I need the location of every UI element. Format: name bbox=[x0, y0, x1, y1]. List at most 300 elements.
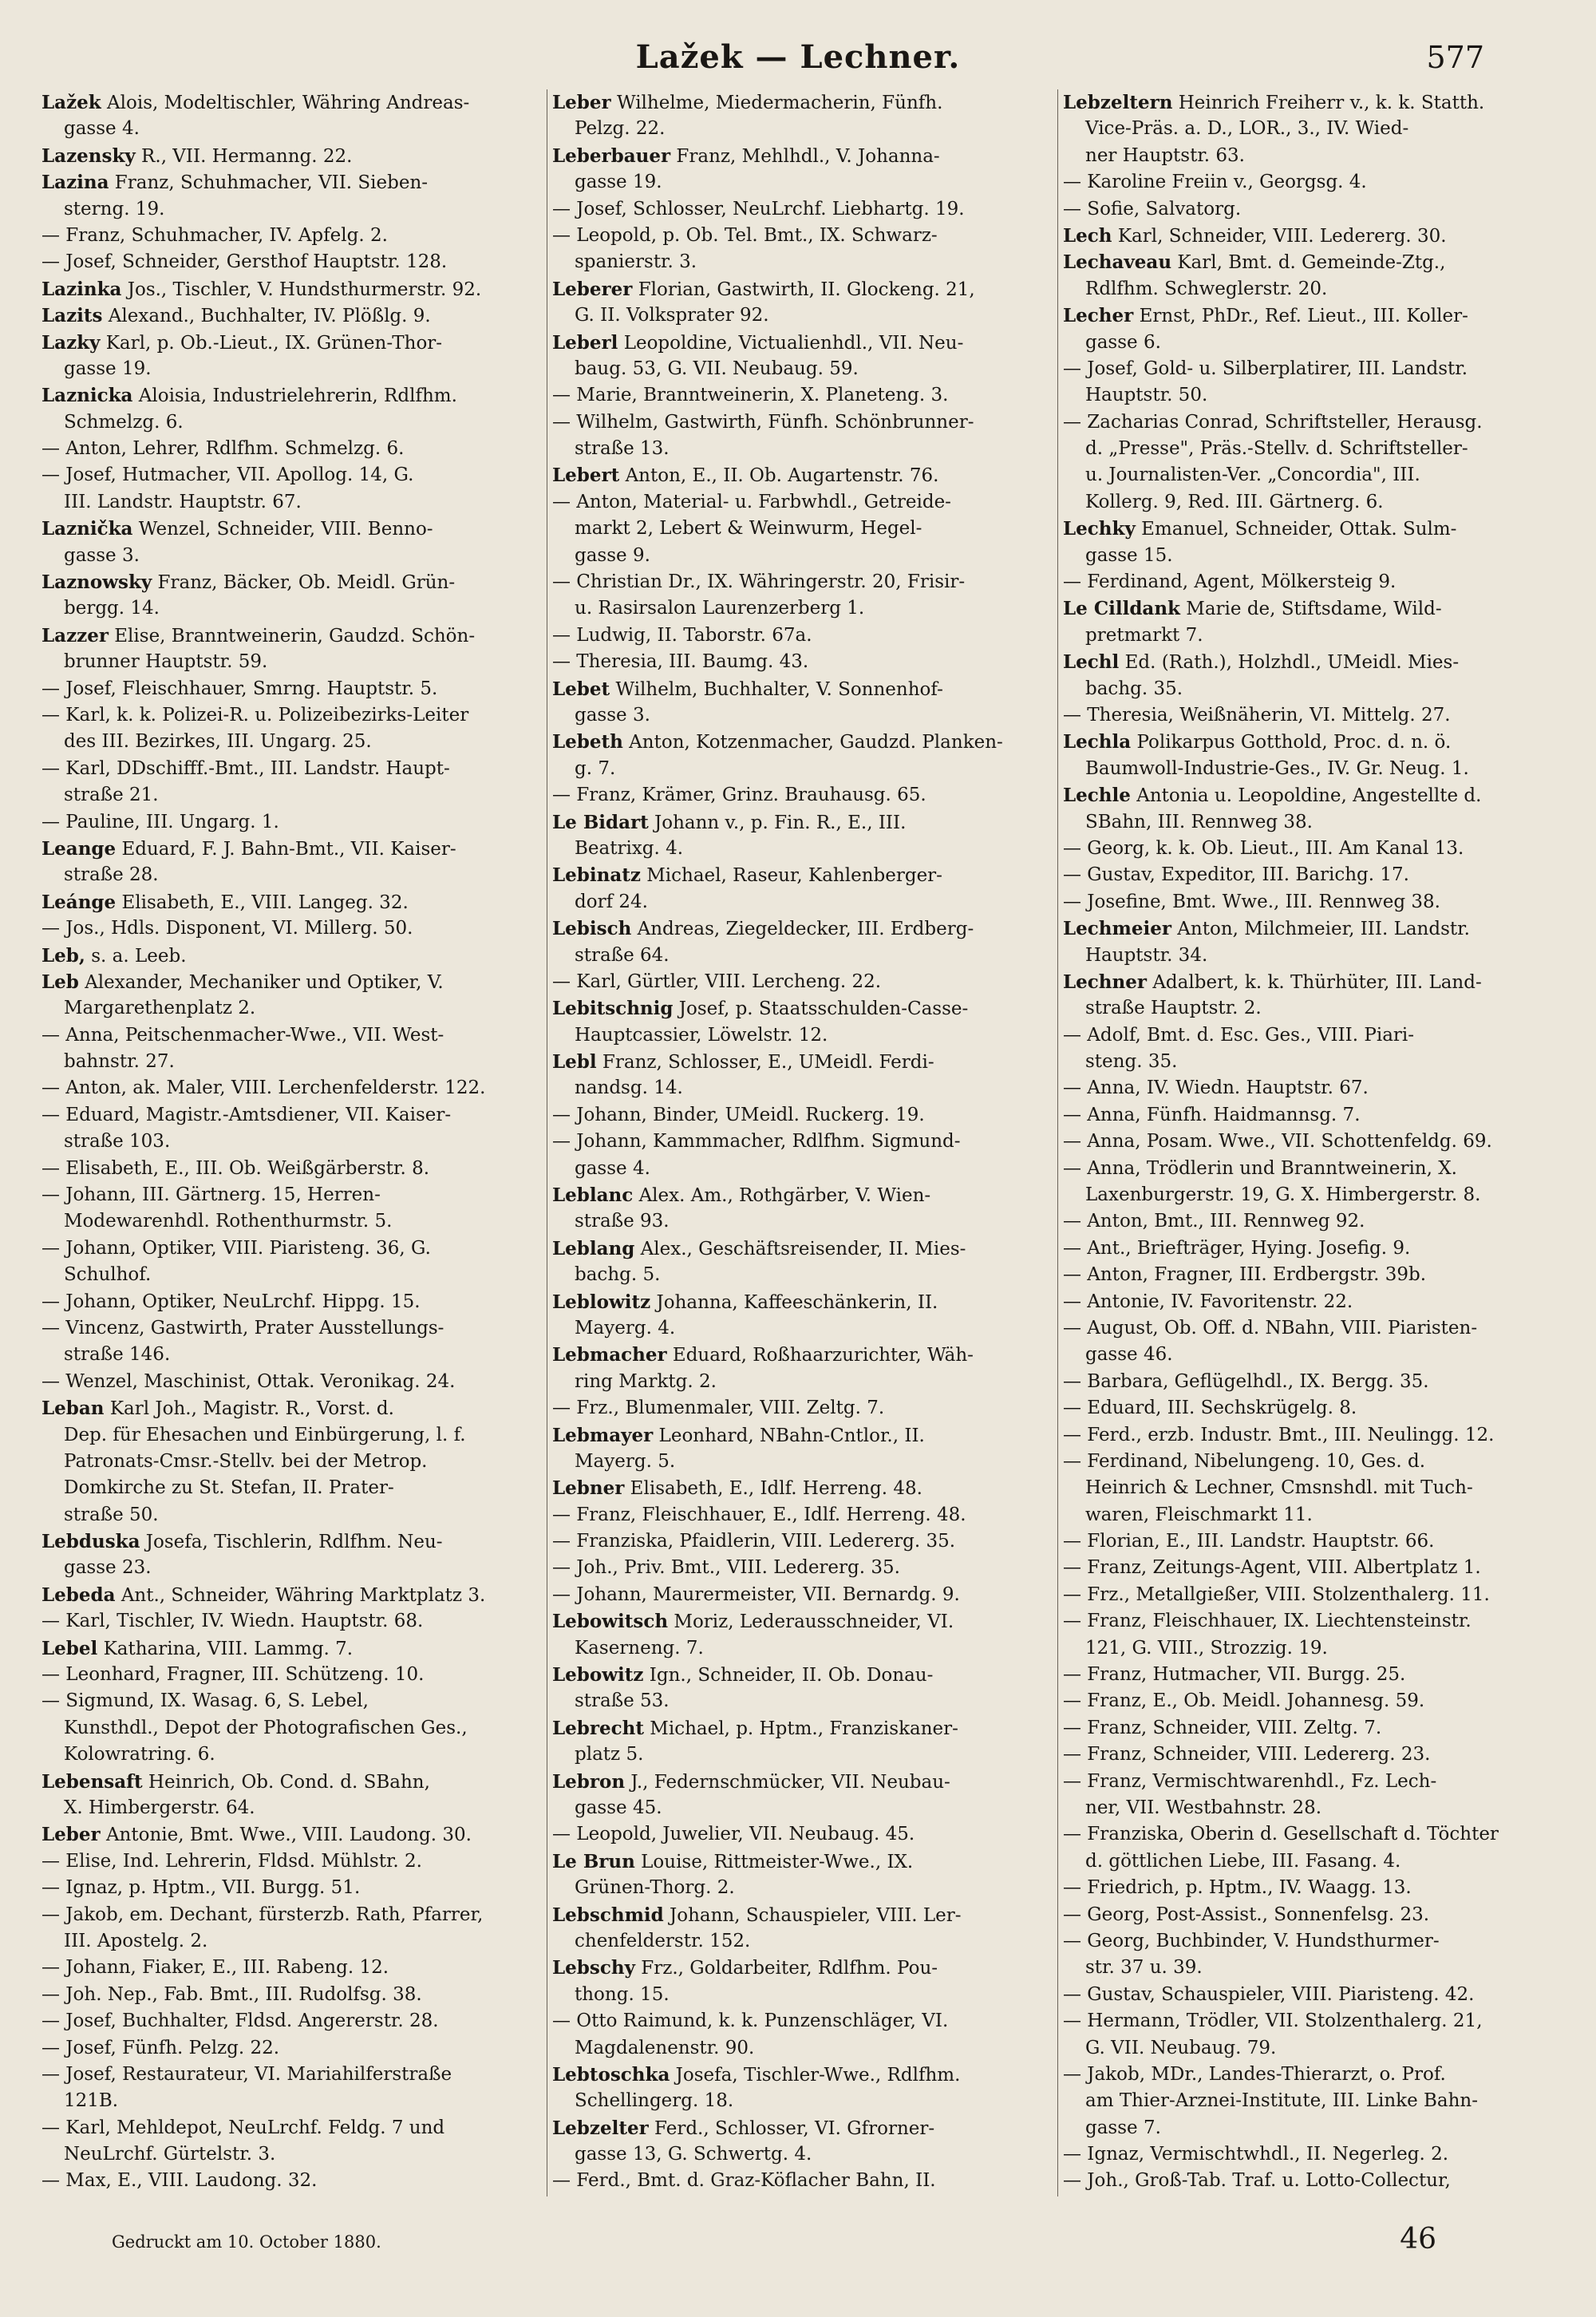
entry-text: — Christian Dr., IX. Währingerstr. 20, Frisir- bbox=[552, 571, 966, 593]
entry-text: pretmarkt 7. bbox=[1085, 624, 1203, 646]
entry-line bbox=[41, 1182, 541, 1208]
entry-text: Emanuel, Schneider, Ottak. Sulm- bbox=[1135, 519, 1457, 540]
entry-line bbox=[552, 915, 1052, 942]
entry-text: Jos., Tischler, V. Hundsthurmerstr. 92. bbox=[121, 279, 482, 300]
entry-line bbox=[1063, 1982, 1562, 2008]
entry-line bbox=[552, 1262, 1052, 1288]
entry-text: — Georg, Post-Assist., Sonnenfelsg. 23. bbox=[1063, 1904, 1430, 1925]
entry-line bbox=[552, 623, 1052, 649]
entry-text: — Franz, Vermischtwarenhdl., Fz. Lech- bbox=[1063, 1770, 1437, 1792]
entry-text: gasse 13, G. Schwertg. 4. bbox=[575, 2144, 812, 2165]
entry-line bbox=[41, 196, 541, 223]
entry-text: Leopoldine, Victualienhdl., VII. Neu- bbox=[618, 332, 964, 354]
entry-line bbox=[41, 1156, 541, 1182]
entry-text: waren, Fleischmarkt 11. bbox=[1085, 1504, 1313, 1525]
entry-line bbox=[41, 1449, 541, 1475]
entry-text: Beatrixg. 4. bbox=[575, 837, 684, 859]
entry-text: — Josef, Restaurateur, VI. Mariahilferstraße bbox=[41, 2063, 452, 2085]
entry-line bbox=[41, 1821, 541, 1848]
entry-line bbox=[1063, 1022, 1562, 1049]
entry-line bbox=[41, 2115, 541, 2141]
entry-line bbox=[552, 276, 1052, 302]
entry-line bbox=[41, 1982, 541, 2008]
entry-line bbox=[552, 356, 1052, 382]
entry-line bbox=[1063, 2195, 1562, 2196]
entry-line bbox=[1063, 1821, 1562, 1848]
entry-line bbox=[41, 889, 541, 915]
entry-text: d. göttlichen Liebe, III. Fasang. 4. bbox=[1085, 1850, 1401, 1872]
entry-text: Hauptcassier, Löwelstr. 12. bbox=[575, 1024, 828, 1046]
entry-line bbox=[41, 116, 541, 142]
entry-line bbox=[41, 489, 541, 516]
entry-text: Ed. (Rath.), Holzhdl., UMeidl. Mies- bbox=[1119, 652, 1460, 674]
entry-text: — Ferd., Bmt. d. Graz-Köflacher Bahn, II. bbox=[552, 2170, 936, 2192]
entry-surname: Lech bbox=[1063, 224, 1112, 247]
entry-text: gasse 19. bbox=[64, 358, 152, 379]
entry-text: — Jakob, MDr., Landes-Thierarzt, o. Prof. bbox=[1063, 2063, 1446, 2085]
entry-line bbox=[1063, 1715, 1562, 1742]
entry-line bbox=[552, 1395, 1052, 1421]
entry-line bbox=[1063, 1315, 1562, 1342]
entry-line bbox=[1063, 2115, 1562, 2141]
entry-line bbox=[552, 116, 1052, 142]
entry-line bbox=[1063, 409, 1562, 436]
entry-surname: Lebet bbox=[552, 678, 610, 700]
entry-text: Wilhelme, Miedermacherin, Fünfh. bbox=[610, 93, 943, 113]
entry-text: — Theresia, III. Baumg. 43. bbox=[552, 651, 809, 673]
entry-line bbox=[552, 1236, 1052, 1262]
entry-text: Heinrich, Ob. Cond. d. SBahn, bbox=[142, 1771, 430, 1793]
entry-line bbox=[1063, 516, 1562, 542]
entry-surname: Laznicka bbox=[41, 385, 133, 407]
entry-line bbox=[552, 143, 1052, 169]
entry-line bbox=[1063, 436, 1562, 462]
entry-line bbox=[552, 1342, 1052, 1368]
entry-line bbox=[41, 89, 541, 116]
entry-text: — Ferdinand, Agent, Mölkersteig 9. bbox=[1063, 571, 1396, 593]
entry-text: — Max, E., VIII. Laudong. 32. bbox=[41, 2170, 318, 2192]
entry-text: Alex., Geschäftsreisender, II. Mies- bbox=[634, 1238, 966, 1259]
entry-text: — Anton, ak. Maler, VIII. Lerchenfelderstr. 122. bbox=[41, 1077, 486, 1099]
entry-text: — Georg, k. k. Ob. Lieut., III. Am Kanal 13. bbox=[1063, 837, 1464, 859]
entry-line bbox=[41, 809, 541, 836]
entry-line bbox=[1063, 889, 1562, 915]
directory-columns bbox=[41, 89, 1567, 2196]
entry-line bbox=[1063, 1449, 1562, 1475]
entry-line bbox=[41, 1635, 541, 1662]
entry-line bbox=[41, 1502, 541, 1528]
entry-line bbox=[41, 1262, 541, 1288]
entry-text: Moriz, Lederausschneider, VI. bbox=[668, 1611, 954, 1633]
entry-text: — Ferd., erzb. Industr. Bmt., III. Neulingg. 12. bbox=[1063, 1424, 1495, 1445]
entry-text: Frz., Goldarbeiter, Rdlfhm. Pou- bbox=[634, 1958, 938, 1979]
entry-text: — Otto Raimund, k. k. Punzenschläger, VI. bbox=[552, 2011, 949, 2032]
entry-text: — Ant., Briefträger, Hying. Josefig. 9. bbox=[1063, 1237, 1411, 1259]
entry-line bbox=[552, 1528, 1052, 1555]
entry-text: Kaserneng. 7. bbox=[575, 1637, 704, 1659]
entry-text: Andreas, Ziegeldecker, III. Erdberg- bbox=[631, 919, 974, 940]
entry-line bbox=[41, 1582, 541, 1608]
entry-text: Hauptstr. 50. bbox=[1085, 385, 1208, 406]
entry-text: R., VII. Hermanng. 22. bbox=[135, 145, 353, 167]
entry-text: — Eduard, Magistr.-Amtsdiener, VII. Kaiser- bbox=[41, 1104, 452, 1125]
entry-line bbox=[1063, 543, 1562, 569]
entry-line bbox=[1063, 995, 1562, 1022]
entry-text: Franz, Bäcker, Ob. Meidl. Grün- bbox=[152, 572, 456, 594]
entry-line bbox=[41, 1662, 541, 1688]
entry-text: — Anna, Posam. Wwe., VII. Schottenfeldg. 69. bbox=[1063, 1131, 1492, 1153]
entry-text: bahnstr. 27. bbox=[64, 1051, 175, 1073]
entry-line bbox=[552, 889, 1052, 915]
entry-text: — Joh., Groß-Tab. Traf. u. Lotto-Collectur, bbox=[1063, 2170, 1451, 2192]
entry-text: — Ignaz, p. Hptm., VII. Burgg. 51. bbox=[41, 1877, 361, 1899]
entry-text: — Josef, Hutmacher, VII. Apollog. 14, G. bbox=[41, 465, 414, 486]
entry-line bbox=[1063, 2062, 1562, 2088]
entry-line bbox=[552, 995, 1052, 1022]
entry-text: gasse 45. bbox=[575, 1797, 662, 1818]
entry-line bbox=[552, 382, 1052, 409]
entry-text: Vice-Präs. a. D., LOR., 3., IV. Wied- bbox=[1085, 118, 1409, 140]
entry-surname: Lazinka bbox=[41, 278, 122, 300]
entry-text: Eduard, F. J. Bahn-Bmt., VII. Kaiser- bbox=[116, 838, 456, 860]
entry-text: Johann, Schauspieler, VIII. Ler- bbox=[663, 1904, 962, 1926]
entry-text: gasse 7. bbox=[1085, 2117, 1161, 2138]
entry-text: straße 93. bbox=[575, 1211, 670, 1232]
entry-surname: Lebitschnig bbox=[552, 998, 674, 1020]
entry-line bbox=[1063, 595, 1562, 622]
entry-line bbox=[552, 649, 1052, 675]
entry-line bbox=[41, 302, 541, 329]
entry-surname: Lechky bbox=[1063, 518, 1136, 540]
entry-text: ner Hauptstr. 63. bbox=[1085, 144, 1245, 166]
entry-text: Ant., Schneider, Währing Marktplatz 3. bbox=[115, 1584, 486, 1606]
entry-line bbox=[41, 276, 541, 302]
entry-line bbox=[1063, 330, 1562, 356]
entry-surname: Lebmayer bbox=[552, 1424, 654, 1446]
entry-text: Josefa, Tischler-Wwe., Rdlfhm. bbox=[670, 2064, 961, 2086]
entry-text: — Georg, Buchbinder, V. Hundsthurmer- bbox=[1063, 1930, 1440, 1951]
entry-line bbox=[552, 2141, 1052, 2168]
entry-text: Dep. für Ehesachen und Einbürgerung, l. f. bbox=[64, 1424, 466, 1445]
entry-text: — Franziska, Oberin d. Gesellschaft d. Töchter bbox=[1063, 1824, 1499, 1845]
entry-line bbox=[41, 543, 541, 569]
entry-line bbox=[552, 1049, 1052, 1075]
entry-line bbox=[41, 1208, 541, 1235]
entry-surname: Leange bbox=[41, 837, 117, 860]
entry-line bbox=[41, 1715, 541, 1742]
entry-text: — Anna, Peitschenmacher-Wwe., VII. West- bbox=[41, 1024, 444, 1046]
entry-surname: Lebowitz bbox=[552, 1664, 644, 1686]
column-divider bbox=[1057, 89, 1058, 2196]
entry-line bbox=[41, 1608, 541, 1635]
entry-line bbox=[552, 1449, 1052, 1475]
entry-text: Ernst, PhDr., Ref. Lieut., III. Koller- bbox=[1133, 306, 1468, 327]
entry-text: — Jakob, em. Dechant, fürsterzb. Rath, Pfarrer, bbox=[41, 1904, 484, 1925]
entry-text: — Anna, IV. Wiedn. Hauptstr. 67. bbox=[1063, 1077, 1369, 1099]
entry-text: — Anna, Trödlerin und Branntweinerin, X. bbox=[1063, 1157, 1457, 1179]
entry-line bbox=[41, 995, 541, 1022]
entry-surname: Lebrecht bbox=[552, 1717, 644, 1739]
entry-line bbox=[1063, 1289, 1562, 1315]
entry-text: Anton, E., II. Ob. Augartenstr. 76. bbox=[619, 465, 939, 487]
entry-line bbox=[552, 223, 1052, 249]
entry-line bbox=[1063, 89, 1562, 116]
entry-text: Wenzel, Schneider, VIII. Benno- bbox=[132, 519, 433, 540]
entry-surname: Leber bbox=[552, 92, 611, 113]
entry-line bbox=[41, 436, 541, 462]
entry-line bbox=[41, 569, 541, 595]
entry-text: gasse 3. bbox=[575, 704, 650, 726]
entry-text: 121, G. VIII., Strozzig. 19. bbox=[1085, 1637, 1328, 1659]
entry-line bbox=[41, 969, 541, 995]
entry-line bbox=[1063, 116, 1562, 142]
entry-line bbox=[41, 169, 541, 196]
entry-line bbox=[1063, 1395, 1562, 1421]
entry-line bbox=[41, 1928, 541, 1955]
entry-text: — Anna, Fünfh. Haidmannsg. 7. bbox=[1063, 1104, 1361, 1125]
entry-line bbox=[1063, 249, 1562, 275]
entry-line bbox=[552, 1662, 1052, 1688]
entry-surname: Lebduska bbox=[41, 1531, 140, 1553]
entry-line bbox=[552, 489, 1052, 516]
entry-line bbox=[41, 595, 541, 622]
entry-line bbox=[1063, 2035, 1562, 2062]
entry-line bbox=[1063, 1955, 1562, 1981]
entry-line bbox=[1063, 1236, 1562, 1262]
entry-text: gasse 9. bbox=[575, 544, 650, 566]
entry-text: markt 2, Lebert & Weinwurm, Hegel- bbox=[575, 518, 922, 540]
entry-line bbox=[552, 1688, 1052, 1714]
entry-text: Wilhelm, Buchhalter, V. Sonnenhof- bbox=[610, 678, 943, 700]
entry-surname: Lazzer bbox=[41, 624, 109, 646]
entry-text: Heinrich & Lechner, Cmsnshdl. mit Tuch- bbox=[1085, 1477, 1473, 1499]
entry-surname: Leblowitz bbox=[552, 1291, 651, 1313]
entry-text: Louise, Rittmeister-Wwe., IX. bbox=[634, 1851, 914, 1872]
entry-line bbox=[552, 809, 1052, 836]
entry-text: — Karl, DDschifff.-Bmt., III. Landstr. Haupt- bbox=[41, 757, 450, 779]
entry-line bbox=[552, 1582, 1052, 1608]
entry-text: gasse 4. bbox=[64, 118, 140, 140]
entry-text: Grünen-Thorg. 2. bbox=[575, 1877, 735, 1899]
entry-text: Margarethenplatz 2. bbox=[64, 998, 256, 1019]
entry-line bbox=[1063, 1688, 1562, 1714]
entry-line bbox=[1063, 2168, 1562, 2194]
entry-surname: Lazky bbox=[41, 331, 101, 354]
entry-line bbox=[552, 2115, 1052, 2141]
entry-text: — Ferdinand, Nibelungeng. 10, Ges. d. bbox=[1063, 1450, 1426, 1472]
entry-text: straße 146. bbox=[64, 1344, 171, 1366]
entry-text: — Josef, Fünfh. Pelzg. 22. bbox=[41, 2037, 280, 2058]
entry-text: Marie de, Stiftsdame, Wild- bbox=[1179, 599, 1442, 620]
entry-surname: Lebeth bbox=[552, 731, 623, 753]
entry-surname: Lechl bbox=[1063, 651, 1120, 674]
entry-text: Franz, Schuhmacher, VII. Sieben- bbox=[109, 172, 429, 194]
entry-surname: Lechle bbox=[1063, 785, 1131, 807]
entry-text: Elise, Branntweinerin, Gaudzd. Schön- bbox=[108, 625, 476, 646]
entry-surname: Le Bidart bbox=[552, 811, 649, 833]
entry-text: — Karl, Tischler, IV. Wiedn. Hauptstr. 68. bbox=[41, 1611, 424, 1632]
entry-text: Anton, Milchmeier, III. Landstr. bbox=[1171, 919, 1470, 940]
entry-text: — Antonie, IV. Favoritenstr. 22. bbox=[1063, 1291, 1353, 1312]
entry-line bbox=[1063, 1208, 1562, 1235]
entry-line bbox=[1063, 1502, 1562, 1528]
entry-text: gasse 46. bbox=[1085, 1344, 1173, 1366]
entry-text: — Zacharias Conrad, Schriftsteller, Herausg. bbox=[1063, 411, 1483, 433]
entry-text: Franz, Schlosser, E., UMeidl. Ferdi- bbox=[596, 1052, 934, 1073]
entry-text: Karl, Schneider, VIII. Ledererg. 30. bbox=[1112, 225, 1447, 247]
entry-line bbox=[552, 1715, 1052, 1742]
entry-text: Karl Joh., Magistr. R., Vorst. d. bbox=[104, 1398, 394, 1420]
entry-text: — Marie, Branntweinerin, X. Planeteng. 3. bbox=[552, 385, 949, 406]
entry-text: — Johann, Maurermeister, VII. Bernardg. 9. bbox=[552, 1584, 960, 1605]
entry-line bbox=[552, 1955, 1052, 1981]
entry-text: Alois, Modeltischler, Währing Andreas- bbox=[101, 93, 470, 113]
entry-line bbox=[41, 836, 541, 862]
entry-text: 121B. bbox=[64, 2090, 119, 2112]
entry-surname: Lebzelter bbox=[552, 2117, 649, 2139]
entry-text: straße 103. bbox=[64, 1131, 171, 1153]
entry-line bbox=[1063, 1635, 1562, 1662]
entry-line bbox=[41, 409, 541, 436]
entry-text: — Johann, Kammmacher, Rdlfhm. Sigmund- bbox=[552, 1131, 961, 1153]
entry-surname: Lebron bbox=[552, 1770, 626, 1793]
entry-text: — Wenzel, Maschinist, Ottak. Veronikag. 24. bbox=[41, 1370, 456, 1392]
entry-surname: Lebschy bbox=[552, 1957, 635, 1979]
entry-text: Karl, Bmt. d. Gemeinde-Ztg., bbox=[1171, 252, 1446, 274]
entry-surname: Lebisch bbox=[552, 918, 632, 940]
entry-line bbox=[552, 1742, 1052, 1768]
entry-line bbox=[1063, 1182, 1562, 1208]
entry-text: — Anton, Fragner, III. Erdbergstr. 39b. bbox=[1063, 1264, 1427, 1286]
entry-line bbox=[552, 2195, 1052, 2196]
entry-line bbox=[1063, 1848, 1562, 1875]
entry-line bbox=[41, 676, 541, 702]
entry-surname: Lebeda bbox=[41, 1584, 116, 1606]
entry-line bbox=[552, 1022, 1052, 1049]
entry-text: — Josef, Fleischhauer, Smrng. Hauptstr. 5. bbox=[41, 678, 438, 699]
entry-text: thong. 15. bbox=[575, 1983, 670, 2005]
entry-surname: Leánge bbox=[41, 891, 117, 913]
entry-text: Antonie, Bmt. Wwe., VIII. Laudong. 30. bbox=[100, 1825, 472, 1846]
entry-surname: Leb bbox=[41, 971, 79, 993]
entry-line bbox=[41, 1528, 541, 1555]
entry-line bbox=[552, 409, 1052, 436]
entry-line bbox=[41, 649, 541, 675]
entry-text: — Hermann, Trödler, VII. Stolzenthalerg. 21, bbox=[1063, 2011, 1483, 2032]
entry-line bbox=[552, 302, 1052, 329]
entry-line bbox=[1063, 1795, 1562, 1821]
entry-text: III. Apostelg. 2. bbox=[64, 1930, 208, 1951]
entry-line bbox=[41, 1848, 541, 1875]
entry-text: Patronats-Cmsr.-Stellv. bei der Metrop. bbox=[64, 1450, 428, 1472]
entry-surname: Lechmeier bbox=[1063, 918, 1171, 940]
entry-line bbox=[41, 1795, 541, 1821]
entry-text: — Friedrich, p. Hptm., IV. Waagg. 13. bbox=[1063, 1877, 1412, 1899]
entry-line bbox=[41, 1422, 541, 1449]
entry-surname: Lebel bbox=[41, 1637, 98, 1659]
entry-line bbox=[41, 1688, 541, 1714]
entry-line bbox=[41, 2088, 541, 2114]
entry-text: straße 13. bbox=[575, 438, 670, 460]
entry-line bbox=[1063, 809, 1562, 836]
entry-line bbox=[552, 569, 1052, 595]
entry-text: straße 53. bbox=[575, 1690, 670, 1712]
entry-surname: Le Brun bbox=[552, 1850, 635, 1872]
entry-line bbox=[41, 356, 541, 382]
entry-text: — Gustav, Expeditor, III. Barichg. 17. bbox=[1063, 864, 1409, 886]
entry-line bbox=[41, 2141, 541, 2168]
entry-text: — Vincenz, Gastwirth, Prater Ausstellungs- bbox=[41, 1317, 444, 1338]
entry-text: gasse 4. bbox=[575, 1157, 650, 1179]
entry-text: Kolowratring. 6. bbox=[64, 1744, 215, 1765]
entry-text: Elisabeth, E., VIII. Langeg. 32. bbox=[116, 892, 409, 913]
entry-text: Magdalenenstr. 90. bbox=[575, 2037, 755, 2058]
entry-line bbox=[552, 1129, 1052, 1155]
entry-line bbox=[1063, 1049, 1562, 1075]
entry-line bbox=[1063, 702, 1562, 729]
entry-text: X. Himbergerstr. 64. bbox=[64, 1797, 255, 1818]
entry-text: Katharina, VIII. Lammg. 7. bbox=[97, 1638, 354, 1659]
entry-line bbox=[552, 1156, 1052, 1182]
entry-text: — Joh. Nep., Fab. Bmt., III. Rudolfsg. 38. bbox=[41, 1983, 422, 2005]
entry-line bbox=[552, 2035, 1052, 2062]
entry-line bbox=[1063, 1902, 1562, 1928]
entry-text: d. „Presse", Präs.-Stellv. d. Schriftsteller- bbox=[1085, 438, 1468, 460]
entry-line bbox=[41, 2035, 541, 2062]
entry-line bbox=[552, 169, 1052, 196]
entry-line bbox=[1063, 1928, 1562, 1955]
entry-line bbox=[552, 436, 1052, 462]
entry-text: — Sofie, Salvatorg. bbox=[1063, 198, 1242, 219]
entry-text: bachg. 35. bbox=[1085, 678, 1183, 699]
entry-text: Kunsthdl., Depot der Photografischen Ges., bbox=[64, 1717, 468, 1738]
entry-line bbox=[41, 943, 541, 969]
entry-text: — Anton, Material- u. Farbwhdl., Getreide- bbox=[552, 491, 951, 512]
entry-line bbox=[41, 143, 541, 169]
entry-text: Modewarenhdl. Rothenthurmstr. 5. bbox=[64, 1211, 393, 1232]
entry-line bbox=[552, 702, 1052, 729]
entry-text: Florian, Gastwirth, II. Glockeng. 21, bbox=[632, 279, 975, 300]
entry-text: — Anton, Bmt., III. Rennweg 92. bbox=[1063, 1211, 1365, 1232]
entry-text: sterng. 19. bbox=[64, 198, 165, 219]
entry-surname: Lebl bbox=[552, 1051, 597, 1073]
entry-text: u. Journalisten-Ver. „Concordia", III. bbox=[1085, 465, 1420, 486]
entry-line bbox=[41, 1955, 541, 1981]
entry-line bbox=[41, 1769, 541, 1795]
entry-text: — Karl, k. k. Polizei-R. u. Polizeibezirks-Leiter bbox=[41, 704, 469, 726]
entry-line bbox=[552, 1102, 1052, 1129]
entry-text: Rdlfhm. Schweglerstr. 20. bbox=[1085, 278, 1328, 299]
entry-line bbox=[1063, 1422, 1562, 1449]
entry-surname: Lecher bbox=[1063, 305, 1134, 327]
entry-line bbox=[1063, 1742, 1562, 1768]
entry-line bbox=[1063, 169, 1562, 196]
entry-text: — Ignaz, Vermischtwhdl., II. Negerleg. 2. bbox=[1063, 2144, 1449, 2165]
entry-line bbox=[1063, 382, 1562, 409]
entry-text: gasse 6. bbox=[1085, 331, 1161, 353]
entry-text: Alex. Am., Rothgärber, V. Wien- bbox=[633, 1185, 931, 1207]
entry-text: Johann v., p. Fin. R., E., III. bbox=[648, 812, 907, 833]
entry-line bbox=[1063, 276, 1562, 302]
entry-text: Baumwoll-Industrie-Ges., IV. Gr. Neug. 1. bbox=[1085, 757, 1469, 779]
entry-line bbox=[1063, 969, 1562, 995]
entry-text: Eduard, Roßhaarzurichter, Wäh- bbox=[666, 1345, 974, 1366]
entry-line bbox=[552, 196, 1052, 223]
entry-surname: Leberbauer bbox=[552, 144, 671, 167]
entry-text: baug. 53, G. VII. Neubaug. 59. bbox=[575, 358, 859, 379]
entry-text: Michael, p. Hptm., Franziskaner- bbox=[644, 1718, 958, 1739]
entry-line bbox=[552, 1769, 1052, 1795]
